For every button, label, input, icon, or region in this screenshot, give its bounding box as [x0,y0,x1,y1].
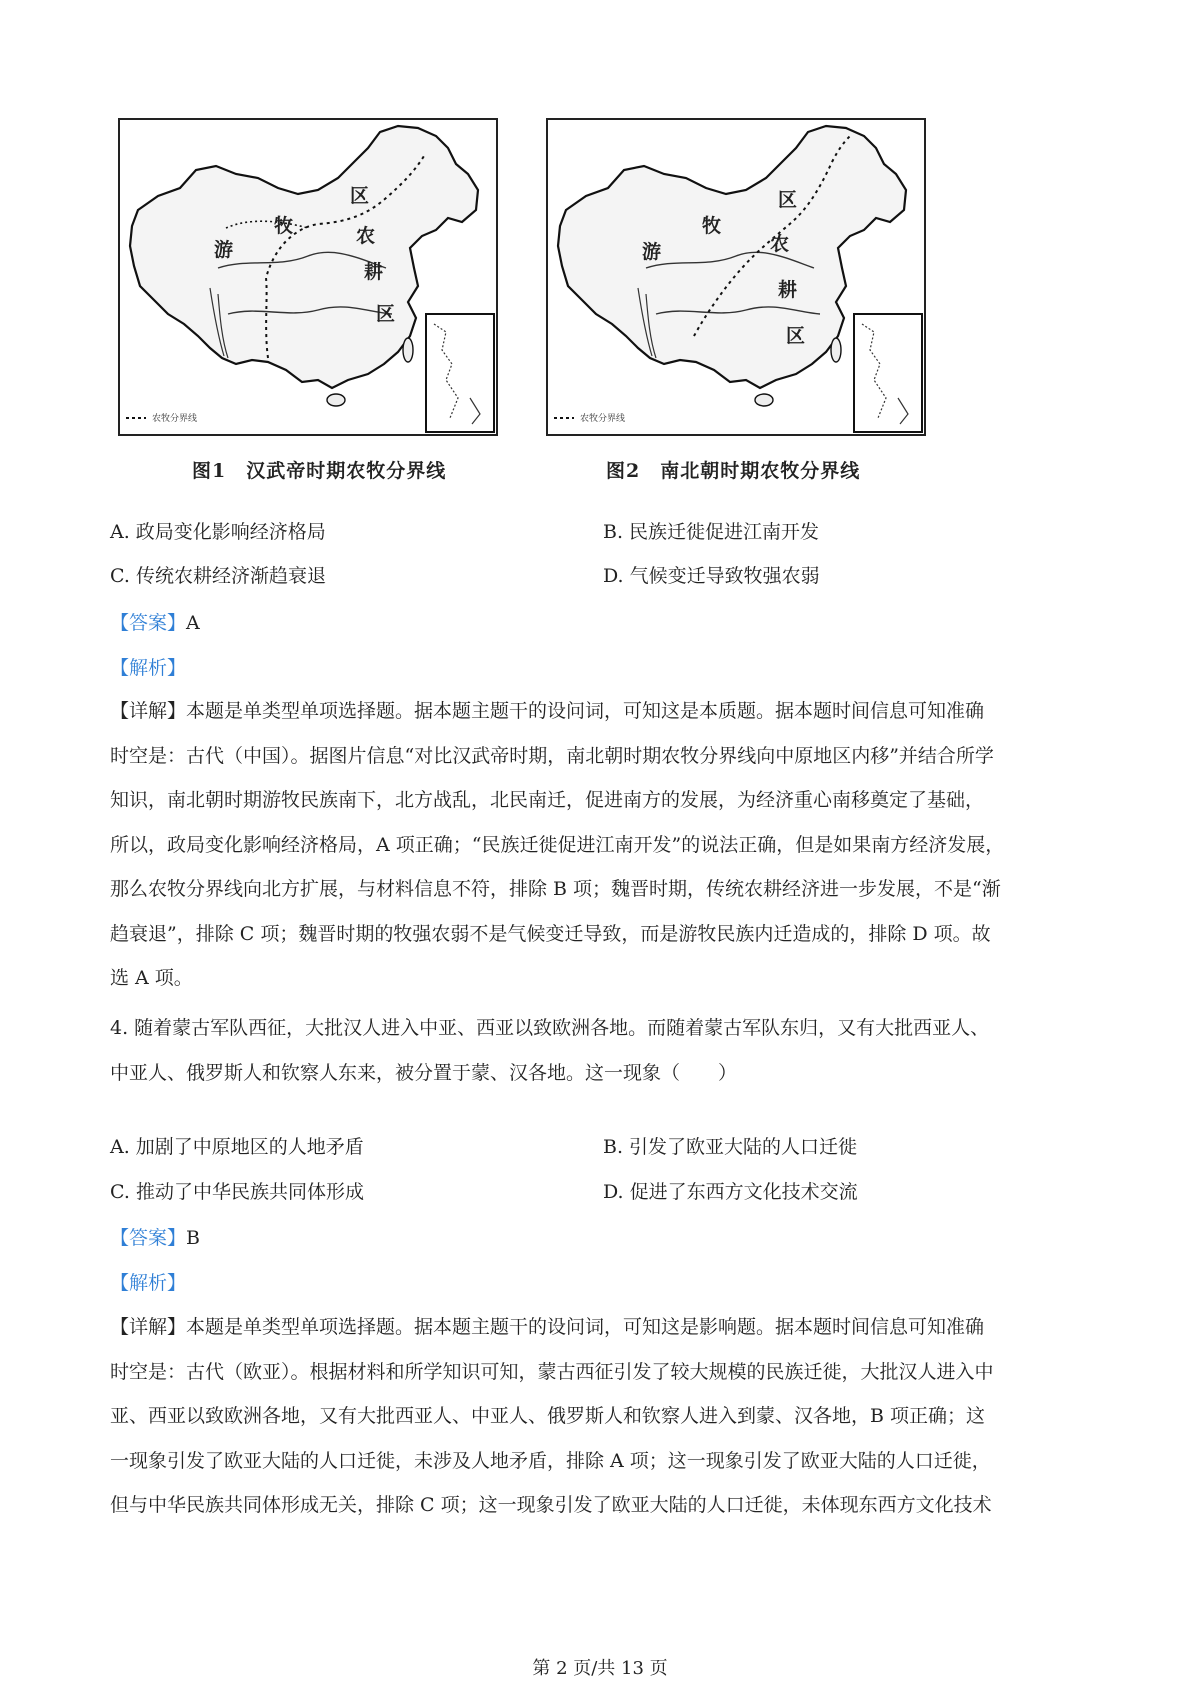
map2-label-mu: 牧 [702,215,722,237]
map-han-wudi [118,118,498,436]
map1-label-you: 游 [214,239,234,261]
q3-option-b: B. 民族迁徙促进江南开发 [603,521,820,543]
q4-option-d: D. 促进了东西方文化技术交流 [603,1181,858,1203]
q4-detail-line: 时空是：古代（欧亚）。根据材料和所学知识可知，蒙古西征引发了较大规模的民族迁徙，大批汉人进入中 [110,1360,994,1383]
map1-label-mu: 牧 [274,215,294,237]
q4-stem-line: 中亚人、俄罗斯人和钦察人东来，被分置于蒙、汉各地。这一现象（ ） [110,1061,738,1084]
q3-detail-line: 知识，南北朝时期游牧民族南下，北方战乱，北民南迁，促进南方的发展，为经济重心南移奠定了基础， [110,789,985,811]
map2-label-nong: 农 [770,233,790,255]
q3-answer [110,611,200,635]
q3-answer-value: A [186,612,200,634]
map1-legend: 农牧分界线 [152,414,198,424]
q3-detail-line: 选 A 项。 [110,967,193,989]
q3-detail-line: 所以，政局变化影响经济格局，A 项正确；“民族迁徙促进江南开发”的说法正确，但是如果南方经济发展， [110,833,1005,856]
q4-stem [110,1006,1090,1095]
q4-detail [110,1305,1090,1528]
q4-answer [110,1226,200,1250]
map1-label-qu1: 区 [350,185,370,207]
q3-analysis-tag: 【解析】 [110,657,187,679]
map1-label-geng: 耕 [364,261,384,283]
q4-detail-line: 一现象引发了欧亚大陆的人口迁徙，未涉及人地矛盾，排除 A 项；这一现象引发了欧亚大陆的人口迁徙， [110,1449,991,1472]
map2-label-you: 游 [642,241,662,263]
q3-option-a: A. 政局变化影响经济格局 [110,521,326,543]
q3-detail-line: 趋衰退”，排除 C 项；魏晋时期的牧强农弱不是气候变迁导致，而是游牧民族内迁造成的，排除 D 项。故 [110,922,991,945]
map2-label-qu2: 区 [786,325,806,347]
q3-detail-line: 时空是：古代（中国）。据图片信息“对比汉武帝时期，南北朝时期农牧分界线向中原地区内移”并结合所学 [110,744,994,767]
page-footer: 第 2 页/共 13 页 [532,1658,668,1679]
map-nanbeichao [546,118,926,436]
q4-stem-line: 4. 随着蒙古军队西征，大批汉人进入中亚、西亚以致欧洲各地。而随着蒙古军队东归，又有大批西亚人、 [110,1017,990,1039]
q4-answer-value: B [186,1227,200,1249]
q4-detail-line: 但与中华民族共同体形成无关，排除 C 项；这一现象引发了欧亚大陆的人口迁徙，未体现东西方文化技术 [110,1494,992,1516]
q3-option-d: D. 气候变迁导致牧强农弱 [603,565,820,587]
china-map-2 [546,118,926,436]
q4-option-a: A. 加剧了中原地区的人地矛盾 [110,1136,364,1158]
q4-analysis-tag: 【解析】 [110,1272,187,1294]
figure2-caption: 图2 南北朝时期农牧分界线 [606,460,861,482]
q3-option-c: C. 传统农耕经济渐趋衰退 [110,565,326,587]
map1-label-nong: 农 [356,225,376,247]
map2-legend: 农牧分界线 [580,414,626,424]
q3-detail-line: 那么农牧分界线向北方扩展，与材料信息不符，排除 B 项；魏晋时期，传统农耕经济进一步发展，不是“渐 [110,878,1001,900]
q4-detail-line: 亚、西亚以致欧洲各地，又有大批西亚人、中亚人、俄罗斯人和钦察人进入到蒙、汉各地，B 项正确；这 [110,1405,986,1427]
q4-answer-tag: 【答案】 [110,1227,187,1249]
q4-option-b: B. 引发了欧亚大陆的人口迁徙 [603,1136,858,1158]
q4-detail-line: 【详解】本题是单类型单项选择题。据本题主题干的设问词，可知这是影响题。据本题时间信息可知准确 [110,1316,985,1338]
q4-option-c: C. 推动了中华民族共同体形成 [110,1181,364,1203]
q3-detail [110,689,1090,1001]
maps-figure-group [118,118,948,438]
china-map-1 [118,118,498,436]
q3-answer-tag: 【答案】 [110,612,187,634]
map2-label-geng: 耕 [778,279,798,301]
map2-label-qu1: 区 [778,189,798,211]
q3-detail-line: 【详解】本题是单类型单项选择题。据本题主题干的设问词，可知这是本质题。据本题时间信息可知准确 [110,700,985,722]
map1-label-qu2: 区 [376,303,396,325]
figure1-caption: 图1 汉武帝时期农牧分界线 [192,460,447,482]
